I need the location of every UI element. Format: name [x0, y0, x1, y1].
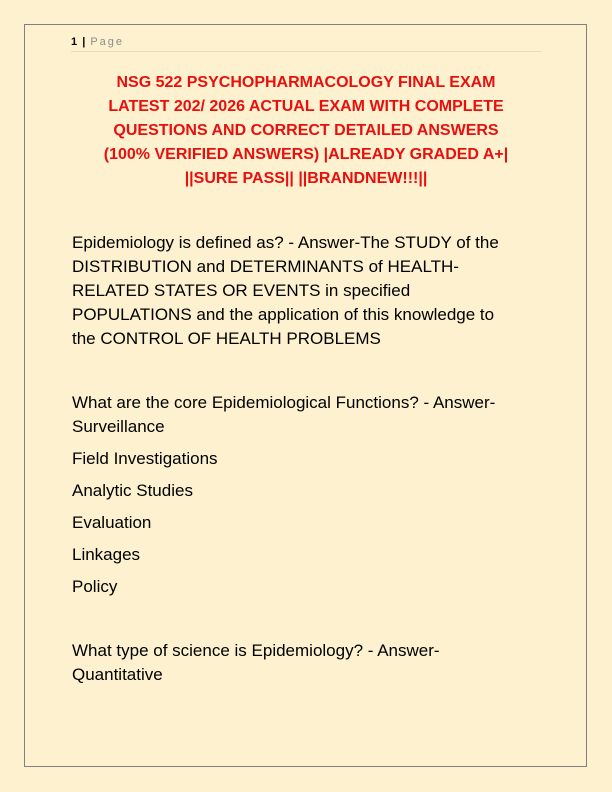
text-line: What are the core Epidemiological Functions? - Answer- [72, 393, 496, 412]
document-body [72, 231, 552, 687]
list-item: Field Investigations [72, 449, 218, 468]
text-line: Epidemiology is defined as? - Answer-The STUDY of the [72, 233, 499, 252]
text-line: Quantitative [72, 665, 163, 684]
qa-epidemiology-definition [72, 231, 552, 351]
qa-core-functions [72, 391, 552, 439]
title-line: NSG 522 PSYCHOPHARMACOLOGY FINAL EXAM [116, 74, 496, 91]
text-line: RELATED STATES OR EVENTS in specified [72, 281, 411, 300]
page-header [71, 35, 541, 52]
page-label: Page [90, 36, 125, 48]
title-line: ||SURE PASS|| ||BRANDNEW!!!|| [184, 170, 428, 187]
list-item: Policy [72, 577, 118, 596]
page-number: 1 [71, 36, 78, 48]
document-title [64, 71, 548, 191]
spacer [72, 351, 552, 391]
list-item: Evaluation [72, 513, 152, 532]
title-line: LATEST 202/ 2026 ACTUAL EXAM WITH COMPLETE [108, 98, 504, 115]
list-item: Linkages [72, 545, 141, 564]
text-line: DISTRIBUTION and DETERMINANTS of HEALTH- [72, 257, 459, 276]
title-line: QUESTIONS AND CORRECT DETAILED ANSWERS [113, 122, 499, 139]
text-line: Surveillance [72, 417, 165, 436]
list-item: Analytic Studies [72, 481, 193, 500]
title-line: (100% VERIFIED ANSWERS) |ALREADY GRADED A+| [103, 146, 509, 163]
qa-science-type [72, 639, 552, 687]
spacer [72, 599, 552, 639]
text-line: What type of science is Epidemiology? - Answer- [72, 641, 440, 660]
text-line: the CONTROL OF HEALTH PROBLEMS [72, 329, 381, 348]
page-separator: | [82, 36, 86, 48]
text-line: POPULATIONS and the application of this knowledge to [72, 305, 495, 324]
